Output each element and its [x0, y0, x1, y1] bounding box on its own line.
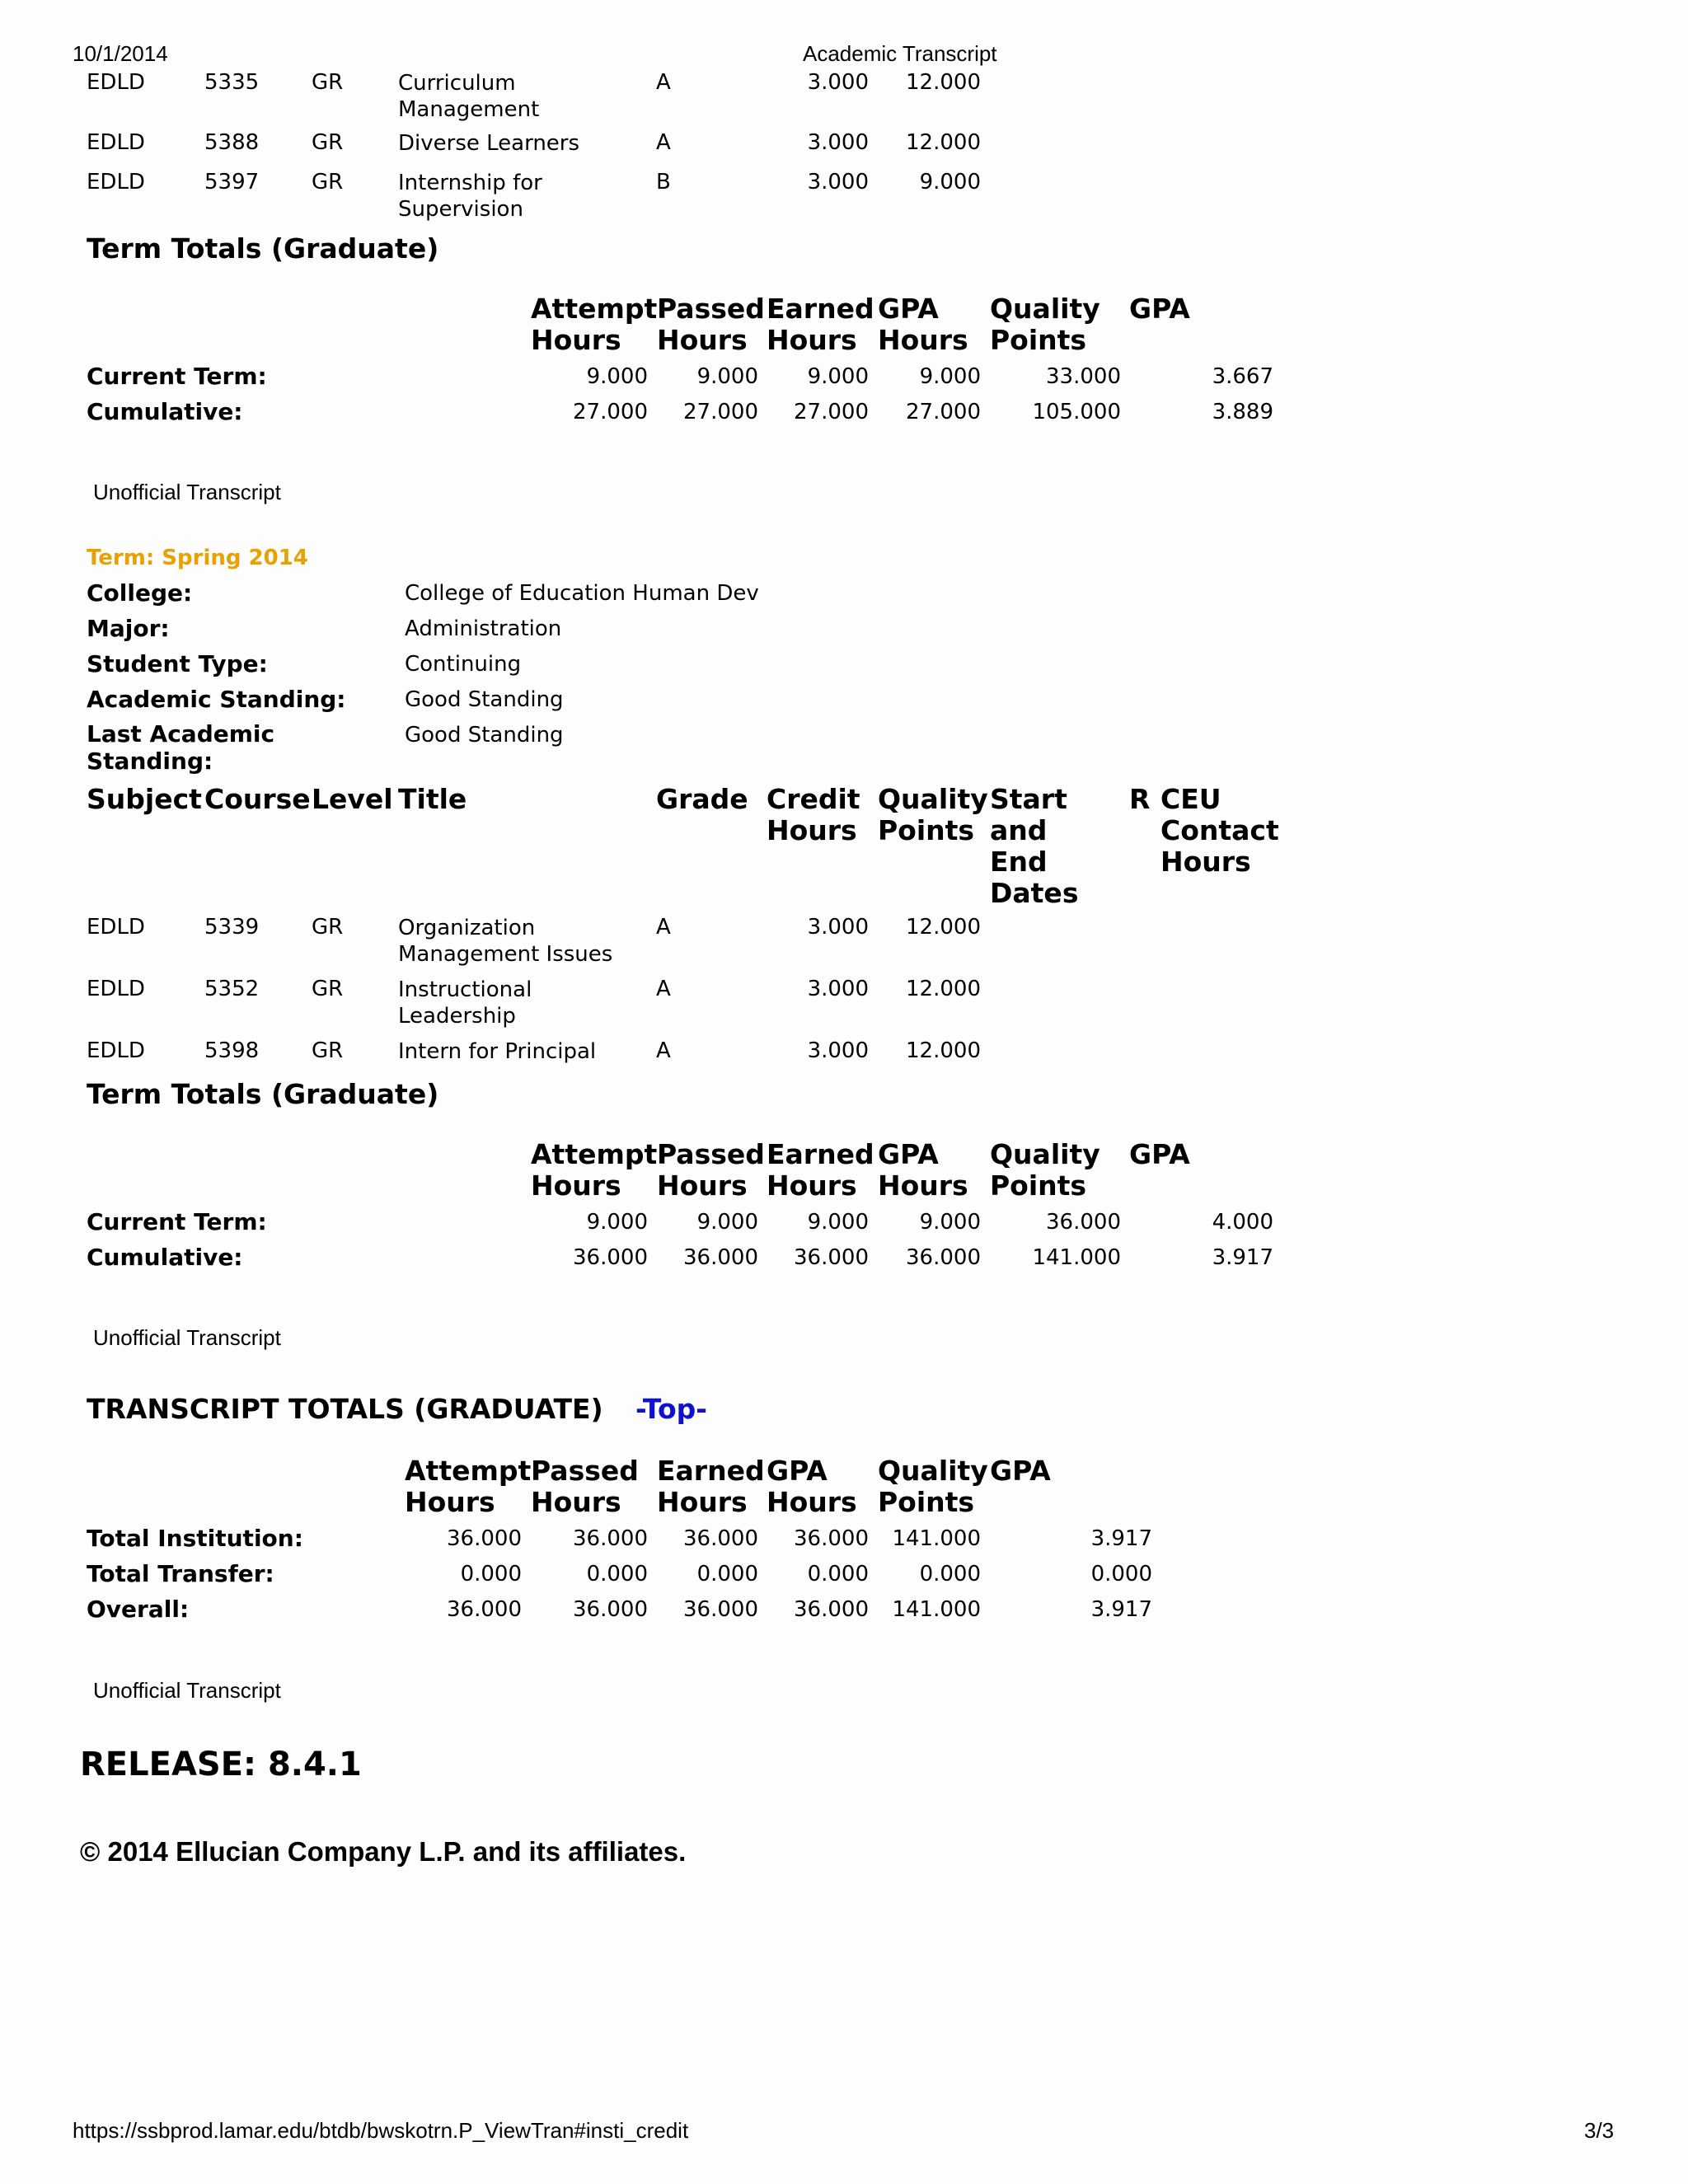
header-course: Course [204, 783, 311, 815]
gpa-cell: 3.889 [1212, 400, 1273, 424]
attempt-hours-cell: 9.000 [586, 364, 648, 389]
credit-cell: 3.000 [807, 1038, 869, 1063]
grade-cell: B [656, 170, 671, 194]
title-cell: Intern for Principal [398, 1039, 597, 1064]
quality-cell: 12.000 [906, 915, 981, 940]
major-value: Administration [405, 616, 562, 641]
passed-hours-cell: 36.000 [573, 1526, 648, 1551]
quality-points-cell: 36.000 [1046, 1210, 1121, 1235]
gpa-cell: 3.917 [1212, 1245, 1273, 1270]
quality-cell: 12.000 [906, 1038, 981, 1063]
copyright: © 2014 Ellucian Company L.P. and its affiliates. [80, 1836, 687, 1867]
gpa-cell: 0.000 [1090, 1562, 1152, 1586]
header-earned-hours: Earned Hours [657, 1455, 765, 1518]
quality-points-cell: 33.000 [1046, 364, 1121, 389]
header-level: Level [312, 783, 393, 815]
row-label: Cumulative: [87, 398, 243, 425]
header-quality-points: Quality Points [990, 293, 1100, 356]
header-attempt-hours: Attempt Hours [405, 1455, 532, 1518]
attempt-hours-cell: 36.000 [447, 1526, 522, 1551]
row-label: Current Term: [87, 363, 267, 390]
course-cell: 5352 [204, 977, 260, 1001]
unofficial-transcript-note: Unofficial Transcript [93, 1678, 281, 1703]
college-value: College of Education Human Dev [405, 581, 759, 606]
academic-standing-value: Good Standing [405, 687, 564, 712]
row-label: Total Institution: [87, 1525, 303, 1552]
grade-cell: A [656, 1038, 671, 1063]
passed-hours-cell: 27.000 [683, 400, 758, 424]
header-quality-points: Quality Points [990, 1138, 1100, 1202]
release-version: RELEASE: 8.4.1 [80, 1746, 362, 1783]
attempt-hours-cell: 0.000 [460, 1562, 522, 1586]
page-title: Academic Transcript [803, 41, 997, 66]
gpa-hours-cell: 36.000 [906, 1245, 981, 1270]
subject-cell: EDLD [87, 977, 145, 1001]
header-passed-hours: Passed Hours [531, 1455, 639, 1518]
header-gpa: GPA [1129, 1138, 1190, 1170]
passed-hours-cell: 9.000 [696, 1210, 758, 1235]
header-gpa-hours: GPA Hours [878, 293, 968, 356]
attempt-hours-cell: 36.000 [447, 1597, 522, 1622]
quality-cell: 12.000 [906, 977, 981, 1001]
course-cell: 5339 [204, 915, 260, 940]
header-start-end-dates: Start and End Dates [990, 783, 1079, 909]
attempt-hours-cell: 9.000 [586, 1210, 648, 1235]
grade-cell: A [656, 70, 671, 95]
term-totals-heading: Term Totals (Graduate) [87, 1078, 439, 1110]
last-academic-standing-value: Good Standing [405, 723, 564, 748]
header-gpa-hours: GPA Hours [767, 1455, 857, 1518]
passed-hours-cell: 0.000 [586, 1562, 648, 1586]
quality-cell: 12.000 [906, 70, 981, 95]
title-cell: Diverse Learners [398, 131, 580, 156]
level-cell: GR [312, 70, 344, 95]
transcript-totals-heading: TRANSCRIPT TOTALS (GRADUATE) [87, 1393, 603, 1425]
gpa-hours-cell: 36.000 [794, 1597, 869, 1622]
unofficial-transcript-note: Unofficial Transcript [93, 480, 281, 504]
header-r: R [1129, 783, 1151, 815]
row-label: Overall: [87, 1596, 190, 1623]
gpa-cell: 4.000 [1212, 1210, 1273, 1235]
subject-cell: EDLD [87, 1038, 145, 1063]
header-ceu-contact-hours: CEU Contact Hours [1160, 783, 1279, 878]
grade-cell: A [656, 915, 671, 940]
header-gpa: GPA [1129, 293, 1190, 325]
grade-cell: A [656, 977, 671, 1001]
quality-points-cell: 141.000 [1032, 1245, 1121, 1270]
credit-cell: 3.000 [807, 70, 869, 95]
header-quality-points: Quality Points [878, 783, 988, 846]
title-cell: Curriculum Management [398, 71, 540, 122]
header-grade: Grade [656, 783, 748, 815]
student-type-label: Student Type: [87, 650, 268, 677]
quality-points-cell: 0.000 [919, 1562, 981, 1586]
course-cell: 5335 [204, 70, 260, 95]
gpa-hours-cell: 0.000 [807, 1562, 869, 1586]
header-gpa-hours: GPA Hours [878, 1138, 968, 1202]
row-label: Current Term: [87, 1208, 267, 1235]
course-cell: 5388 [204, 130, 260, 155]
header-earned-hours: Earned Hours [767, 1138, 874, 1202]
quality-cell: 12.000 [906, 130, 981, 155]
earned-hours-cell: 36.000 [794, 1245, 869, 1270]
course-cell: 5397 [204, 170, 260, 194]
level-cell: GR [312, 170, 344, 194]
gpa-hours-cell: 9.000 [919, 1210, 981, 1235]
gpa-hours-cell: 9.000 [919, 364, 981, 389]
title-cell: Internship for Supervision [398, 171, 542, 222]
title-cell: Organization Management Issues [398, 916, 613, 967]
level-cell: GR [312, 1038, 344, 1063]
level-cell: GR [312, 977, 344, 1001]
earned-hours-cell: 36.000 [683, 1597, 758, 1622]
header-credit-hours: Credit Hours [767, 783, 860, 846]
earned-hours-cell: 36.000 [683, 1526, 758, 1551]
credit-cell: 3.000 [807, 977, 869, 1001]
earned-hours-cell: 9.000 [807, 1210, 869, 1235]
earned-hours-cell: 0.000 [696, 1562, 758, 1586]
term-label: Term: Spring 2014 [87, 546, 308, 570]
major-label: Major: [87, 615, 170, 642]
gpa-hours-cell: 27.000 [906, 400, 981, 424]
quality-points-cell: 141.000 [892, 1526, 981, 1551]
header-gpa: GPA [990, 1455, 1051, 1487]
quality-points-cell: 105.000 [1032, 400, 1121, 424]
credit-cell: 3.000 [807, 130, 869, 155]
grade-cell: A [656, 130, 671, 155]
subject-cell: EDLD [87, 70, 145, 95]
unofficial-transcript-note: Unofficial Transcript [93, 1325, 281, 1350]
header-subject: Subject [87, 783, 202, 815]
student-type-value: Continuing [405, 652, 522, 677]
credit-cell: 3.000 [807, 915, 869, 940]
top-link[interactable]: -Top- [635, 1393, 707, 1425]
last-academic-standing-label: Last Academic Standing: [87, 720, 275, 775]
term-totals-heading: Term Totals (Graduate) [87, 232, 439, 265]
level-cell: GR [312, 130, 344, 155]
level-cell: GR [312, 915, 344, 940]
quality-points-cell: 141.000 [892, 1597, 981, 1622]
row-label: Cumulative: [87, 1244, 243, 1271]
title-cell: Instructional Leadership [398, 977, 532, 1029]
earned-hours-cell: 27.000 [794, 400, 869, 424]
row-label: Total Transfer: [87, 1560, 274, 1587]
subject-cell: EDLD [87, 915, 145, 940]
college-label: College: [87, 579, 193, 607]
academic-standing-label: Academic Standing: [87, 686, 346, 713]
passed-hours-cell: 9.000 [696, 364, 758, 389]
header-attempt-hours: Attempt Hours [531, 293, 658, 356]
gpa-cell: 3.917 [1090, 1526, 1152, 1551]
header-passed-hours: Passed Hours [657, 1138, 765, 1202]
gpa-cell: 3.917 [1090, 1597, 1152, 1622]
print-date: 10/1/2014 [73, 41, 168, 66]
gpa-hours-cell: 36.000 [794, 1526, 869, 1551]
credit-cell: 3.000 [807, 170, 869, 194]
passed-hours-cell: 36.000 [683, 1245, 758, 1270]
page-number: 3/3 [1584, 2118, 1615, 2143]
header-earned-hours: Earned Hours [767, 293, 874, 356]
subject-cell: EDLD [87, 130, 145, 155]
quality-cell: 9.000 [919, 170, 981, 194]
gpa-cell: 3.667 [1212, 364, 1273, 389]
attempt-hours-cell: 36.000 [573, 1245, 648, 1270]
header-quality-points: Quality Points [878, 1455, 988, 1518]
passed-hours-cell: 36.000 [573, 1597, 648, 1622]
course-cell: 5398 [204, 1038, 260, 1063]
header-passed-hours: Passed Hours [657, 293, 765, 356]
earned-hours-cell: 9.000 [807, 364, 869, 389]
header-attempt-hours: Attempt Hours [531, 1138, 658, 1202]
header-title: Title [398, 783, 467, 815]
page-url: https://ssbprod.lamar.edu/btdb/bwskotrn.P_ViewTran#insti_credit [73, 2118, 689, 2143]
subject-cell: EDLD [87, 170, 145, 194]
attempt-hours-cell: 27.000 [573, 400, 648, 424]
